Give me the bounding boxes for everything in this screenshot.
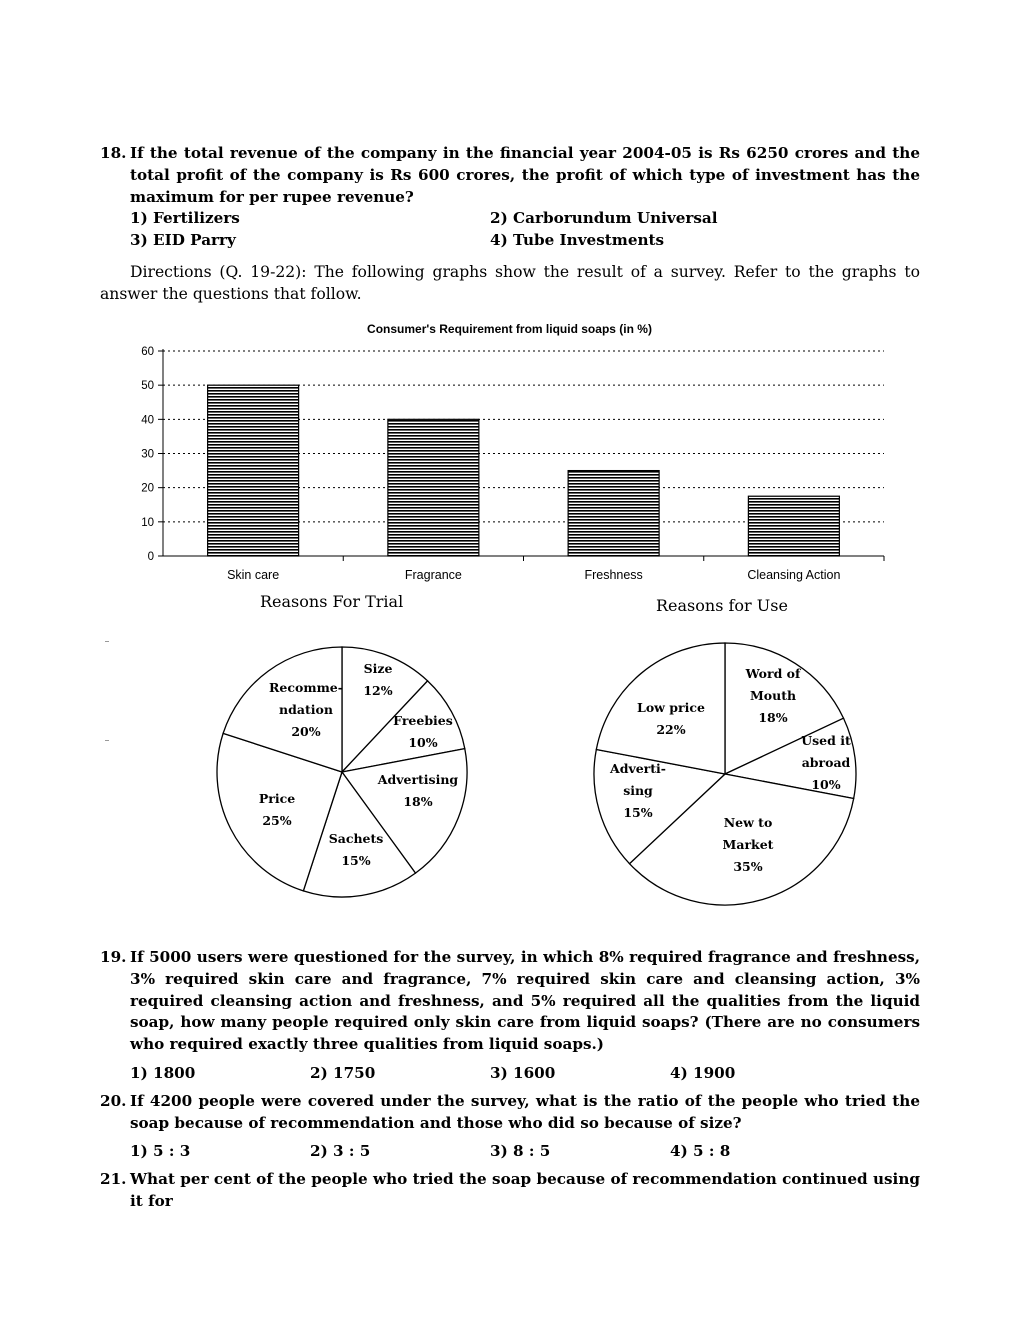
directions-text: Directions (Q. 19-22): The following graphs show the result of a survey. Refer to the graphs to answer the questions that follow. [100,263,920,303]
question-number: 20. [100,1092,127,1110]
bar-chart [0,300,1020,600]
pie-label-line: 22% [656,722,686,737]
option-1: 1) 5 : 3 [130,1142,191,1160]
pie-label-line: 12% [363,683,393,698]
pie-label-line: 10% [811,777,841,792]
option-4: 4) Tube Investments [490,231,665,249]
question-number: 21. [100,1170,127,1188]
option-2: 2) Carborundum Universal [490,209,718,227]
y-tick-label: 60 [141,346,154,358]
pie-label-line: 10% [408,735,438,750]
x-tick-label: Freshness [584,568,643,582]
pie-label-line: Price [258,791,296,806]
pie-title-use: Reasons for Use [656,596,788,615]
pie-label-line: Sachets [328,831,384,846]
y-tick-label: 40 [141,414,154,427]
pie-label-line: 15% [623,805,653,820]
y-tick-label: 20 [141,482,154,495]
pie-label-line: New to [723,815,773,830]
option-4: 4) 1900 [670,1064,736,1082]
bar [388,419,479,556]
option-3: 3) 1600 [490,1064,556,1082]
pie-label-line: ndation [279,702,333,717]
pie-label-line: 35% [733,859,763,874]
option-3: 3) 8 : 5 [490,1142,551,1160]
option-3: 3) EID Parry [130,231,236,249]
pie-label-line: Recomme- [269,680,343,695]
pie-label-line: abroad [801,755,851,770]
option-2: 2) 1750 [310,1064,376,1082]
pie-label-line: Mouth [749,688,797,703]
y-tick-label: 30 [141,448,154,461]
pie-label-line: 18% [403,794,433,809]
question-text: What per cent of the people who tried the soap because of recommendation continued using it for [130,1170,920,1210]
pie-label-line: Freebies [393,713,453,728]
pie-charts [0,630,1020,920]
pie-trial [217,647,467,897]
pie-label-line: 20% [291,724,321,739]
bar [568,471,659,556]
x-tick-label: Skin care [227,568,280,582]
pie-label-line: 18% [758,710,788,725]
x-tick-label: Fragrance [404,568,462,582]
y-tick-label: 0 [147,551,154,563]
question-19 [100,947,920,1056]
bar [208,385,299,556]
option-4: 4) 5 : 8 [670,1142,731,1160]
y-tick-label: 50 [141,380,154,393]
pie-label-line: Size [363,661,393,676]
x-tick-label: Cleansing Action [747,568,841,582]
y-tick-label: 10 [141,516,154,529]
question-text: If the total revenue of the company in the financial year 2004-05 is Rs 6250 crores and the total profit of the company is Rs 600 crores, the profit of which type of investment has the maximum for per rupee revenue? [130,144,920,206]
pie-use [594,643,856,905]
question-21 [100,1169,920,1213]
pie-label-line: Market [722,837,774,852]
question-number: 18. [100,144,127,162]
pie-title-trial: Reasons For Trial [260,592,404,611]
option-2: 2) 3 : 5 [310,1142,371,1160]
pie-label-line: Word of [745,666,801,681]
question-text: If 5000 users were questioned for the survey, in which 8% required fragrance and freshness, 3% required skin care and fragrance, 7% required skin care and cleansing action, 3% required cleansing action and freshness, and 5% required all the qualities from the liquid soap, how many people required only skin care from liquid soaps? (There are no consumers who required exactly three qualities from liquid soaps.) [130,948,920,1054]
bar-chart-title: Consumer's Requirement from liquid soaps (in %) [367,322,652,336]
bar [748,496,839,556]
question-18 [100,143,920,208]
pie-label-line: Advertising [377,772,459,787]
question-number: 19. [100,948,127,966]
pie-label-line: 15% [341,853,371,868]
option-1: 1) Fertilizers [130,209,240,227]
question-text: If 4200 people were covered under the survey, what is the ratio of the people who tried the soap because of recommendation and those who did so because of size? [130,1092,920,1132]
question-20 [100,1091,920,1135]
pie-label-line: Used it [801,733,851,748]
pie-label-line: sing [623,783,653,798]
option-1: 1) 1800 [130,1064,196,1082]
pie-label-line: Adverti- [610,761,666,776]
pie-label-line: 25% [262,813,292,828]
pie-label-line: Low price [637,700,705,715]
